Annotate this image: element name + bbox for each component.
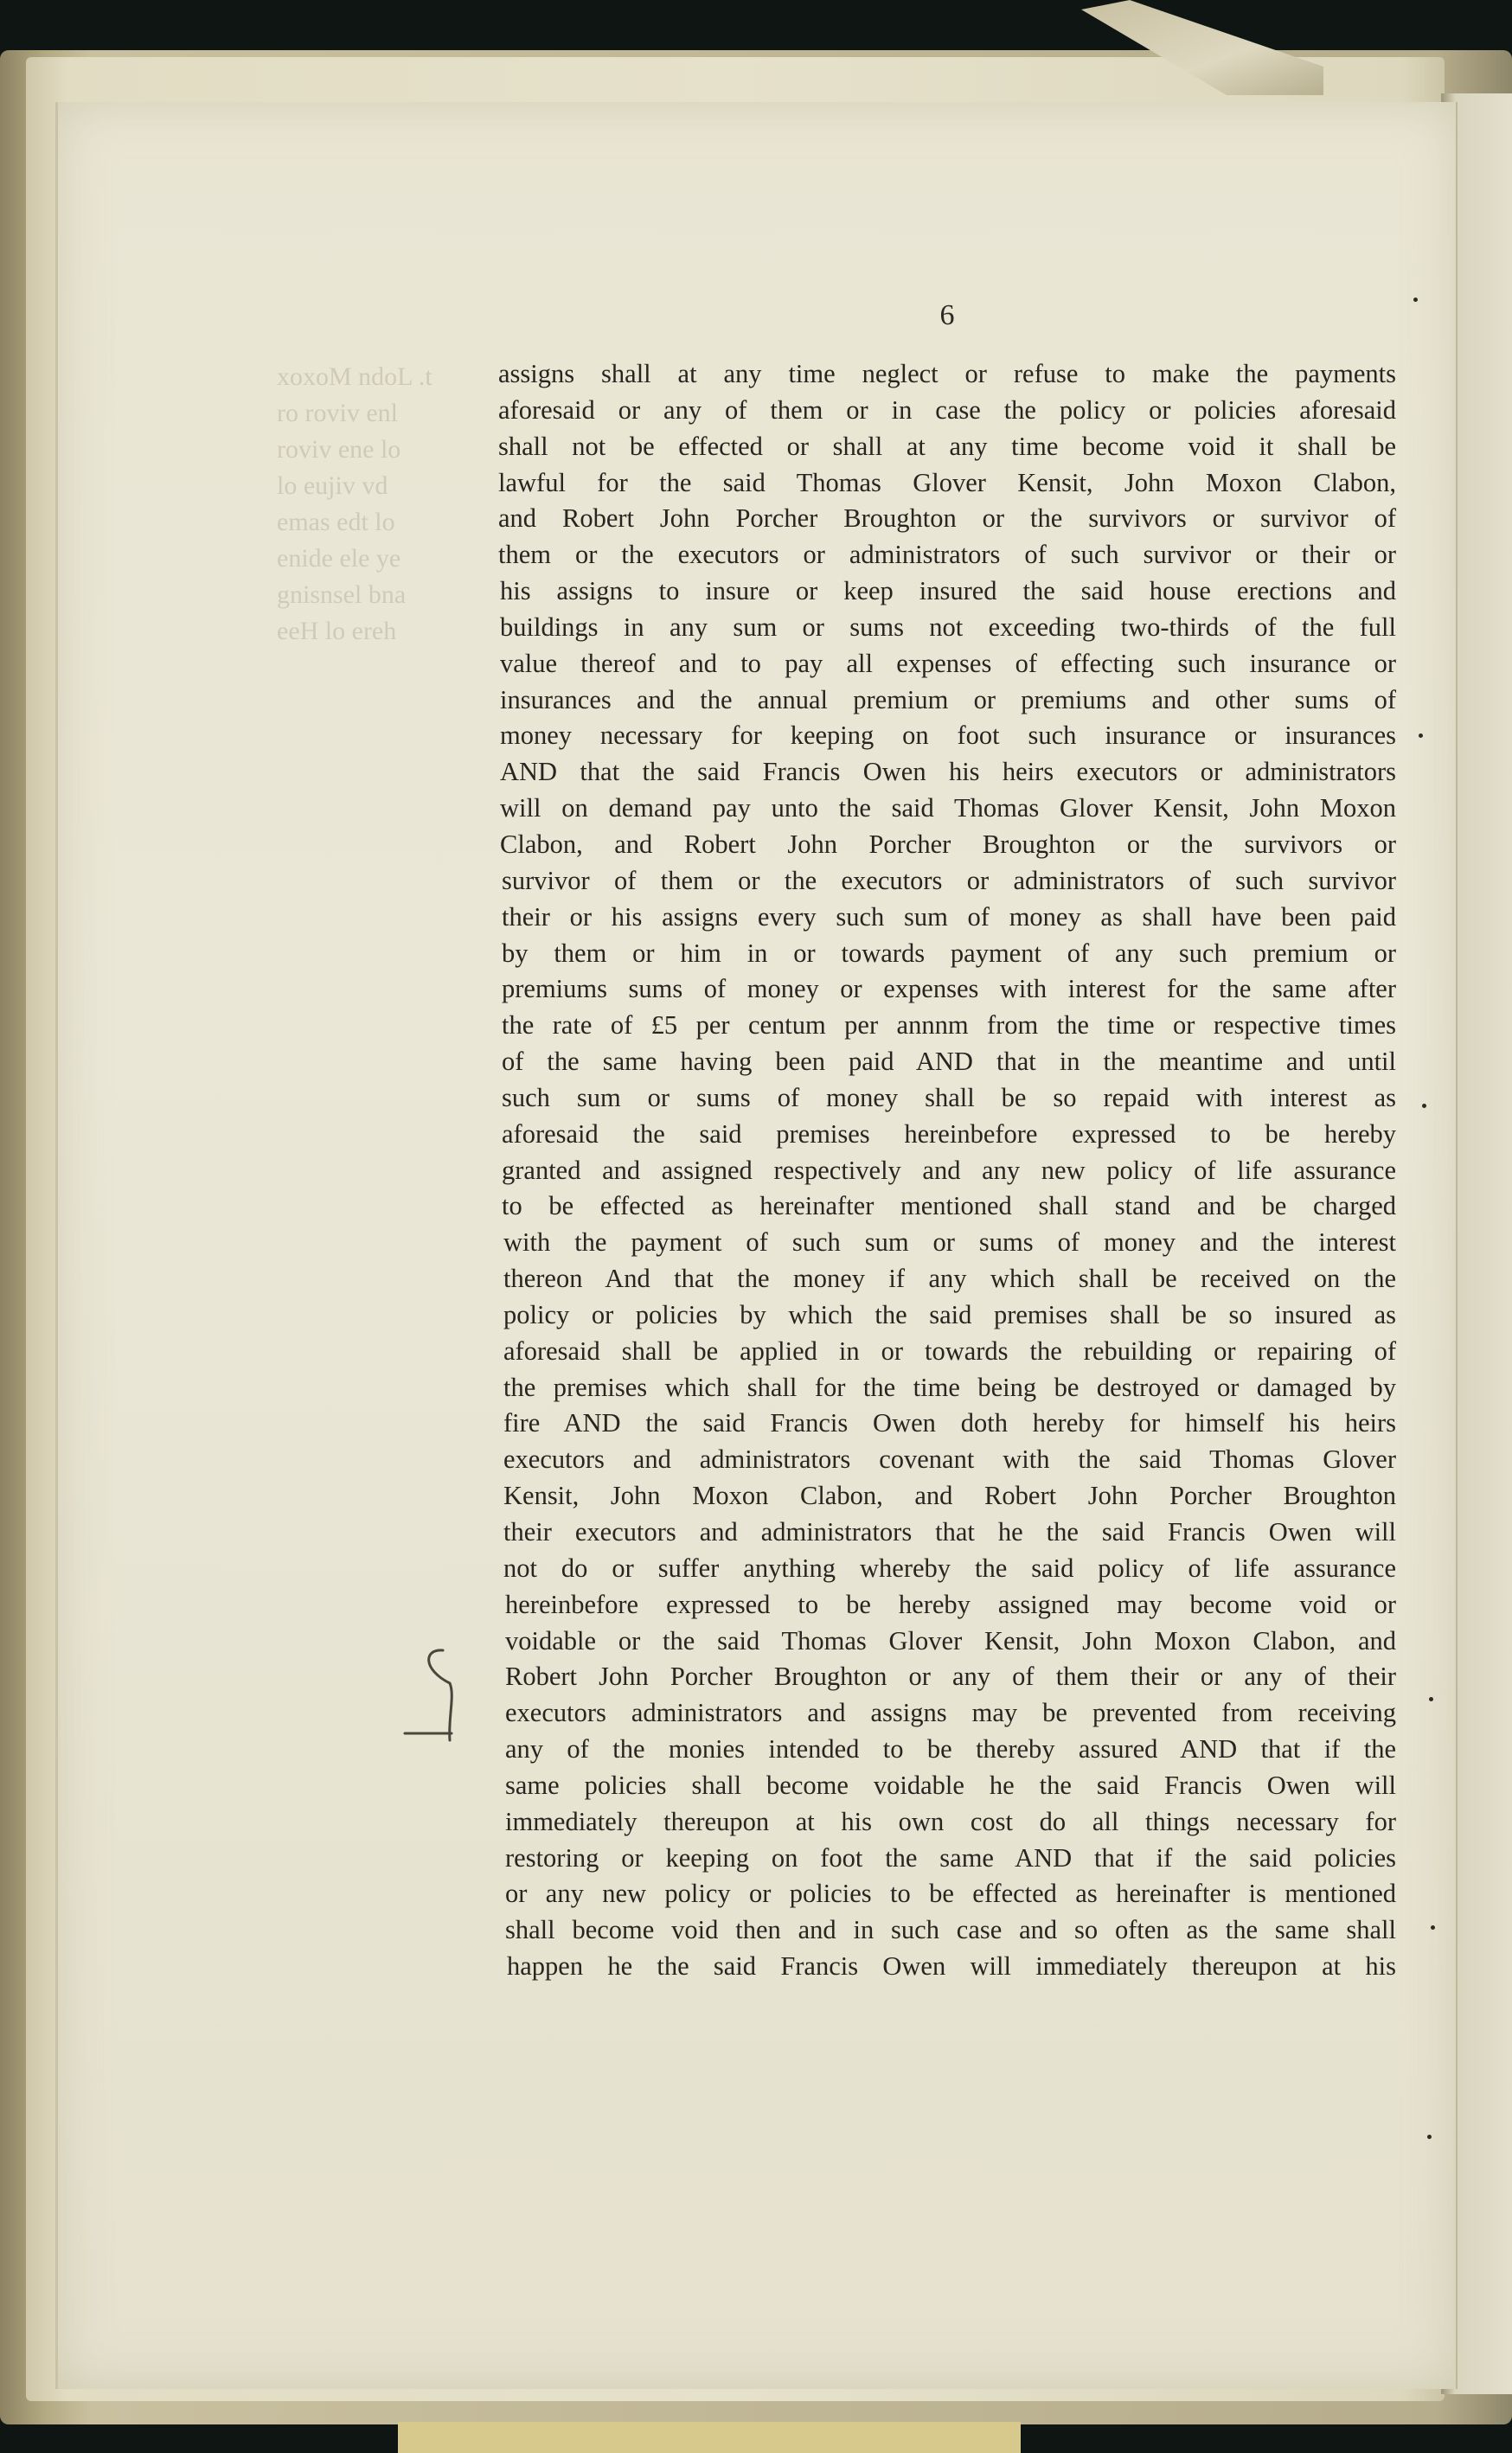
text-line: executors and administrators covenant with the said Thomas Glover [503, 1444, 1396, 1475]
margin-speck [1413, 298, 1418, 302]
text-line: same policies shall become voidable he the said Francis Owen will [505, 1770, 1396, 1800]
text-line: or any new policy or policies to be effected as hereinafter is mentioned [505, 1879, 1396, 1909]
text-line: value thereof and to pay all expenses of effecting such insurance or [500, 648, 1396, 678]
text-line: hereinbefore expressed to be hereby assigned may become void or [505, 1589, 1396, 1619]
page-bottom-strip [398, 2422, 1021, 2453]
text-line: any of the monies intended to be thereby assured AND that if the [505, 1734, 1396, 1764]
text-line: them or the executors or administrators of such survivor or their or [498, 540, 1396, 570]
text-line: Robert John Porcher Broughton or any of them their or any of their [505, 1662, 1396, 1692]
text-line: by them or him in or towards payment of any such premium or [502, 938, 1396, 968]
body-text [498, 356, 1396, 1985]
text-line: premiums sums of money or expenses with interest for the same after [502, 974, 1396, 1004]
text-line: not do or suffer anything whereby the said policy of life assurance [503, 1553, 1396, 1583]
text-line: the premises which shall for the time being be destroyed or damaged by [503, 1372, 1396, 1402]
page-number: 6 [939, 299, 955, 331]
text-line: will on demand pay unto the said Thomas Glover Kensit, John Moxon [500, 793, 1396, 823]
text-line: happen he the said Francis Owen will immediately thereupon at his [507, 1951, 1396, 1982]
text-line: the rate of £5 per centum per annnm from the time or respective times [502, 1010, 1396, 1041]
text-line: their or his assigns every such sum of money as shall have been paid [502, 901, 1396, 932]
text-line: AND that the said Francis Owen his heirs executors or administrators [500, 757, 1396, 787]
text-line: restoring or keeping on foot the same AND that if the said policies [505, 1842, 1396, 1873]
text-line: aforesaid the said premises hereinbefore expressed to be hereby [502, 1118, 1396, 1149]
margin-speck [1429, 1697, 1433, 1701]
text-line: shall not be effected or shall at any time become void it shall be [498, 431, 1396, 461]
text-line: Kensit, John Moxon Clabon, and Robert John Porcher Broughton [503, 1481, 1396, 1511]
text-line: with the payment of such sum or sums of money and the interest [503, 1227, 1396, 1258]
text-line: assigns shall at any time neglect or refuse to make the payments [498, 359, 1396, 388]
margin-speck [1419, 733, 1423, 738]
text-line: his assigns to insure or keep insured the said house erections and [500, 576, 1396, 606]
text-line: and Robert John Porcher Broughton or the survivors or survivor of [498, 503, 1396, 534]
text-line: such sum or sums of money shall be so repaid with interest as [502, 1082, 1396, 1112]
text-line: policy or policies by which the said premises shall be so insured as [503, 1299, 1396, 1329]
text-line: executors administrators and assigns may be prevented from receiving [505, 1698, 1396, 1728]
text-line: insurances and the annual premium or premiums and other sums of [500, 684, 1396, 714]
text-line: lawful for the said Thomas Glover Kensit, John Moxon Clabon, [498, 467, 1396, 497]
margin-speck [1427, 2135, 1432, 2139]
text-line: aforesaid shall be applied in or towards the rebuilding or repairing of [503, 1335, 1396, 1366]
text-line: to be effected as hereinafter mentioned shall stand and be charged [502, 1191, 1396, 1221]
text-line: voidable or the said Thomas Glover Kensit, John Moxon Clabon, and [505, 1625, 1396, 1656]
text-line: fire AND the said Francis Owen doth hereby for himself his heirs [503, 1408, 1396, 1438]
show-through-text: xoxoM ndoL .t ro roviv enl roviv ene lo lo eujiv vd emas edt lo enide ele ye gnisnsel bna eeH lo ereh [277, 362, 432, 645]
text-line: Clabon, and Robert John Porcher Broughton or the survivors or [500, 829, 1396, 859]
text-line: of the same having been paid AND that in the meantime and until [502, 1047, 1396, 1077]
text-line: shall become void then and in such case and so often as the same shall [505, 1915, 1396, 1945]
margin-speck [1431, 1925, 1435, 1930]
text-line: granted and assigned respectively and any new policy of life assurance [502, 1155, 1396, 1185]
margin-speck [1422, 1104, 1426, 1108]
text-line: aforesaid or any of them or in case the policy or policies aforesaid [498, 394, 1396, 425]
text-line: money necessary for keeping on foot such insurance or insurances [500, 721, 1396, 751]
text-line: buildings in any sum or sums not exceeding two-thirds of the full [500, 612, 1396, 642]
text-line: survivor of them or the executors or administrators of such survivor [502, 865, 1396, 895]
text-line: immediately thereupon at his own cost do all things necessary for [505, 1806, 1396, 1836]
pencil-annotation-icon [398, 1643, 467, 1764]
text-line: their executors and administrators that he the said Francis Owen will [503, 1517, 1396, 1547]
text-line: thereon And that the money if any which shall be received on the [503, 1264, 1396, 1294]
